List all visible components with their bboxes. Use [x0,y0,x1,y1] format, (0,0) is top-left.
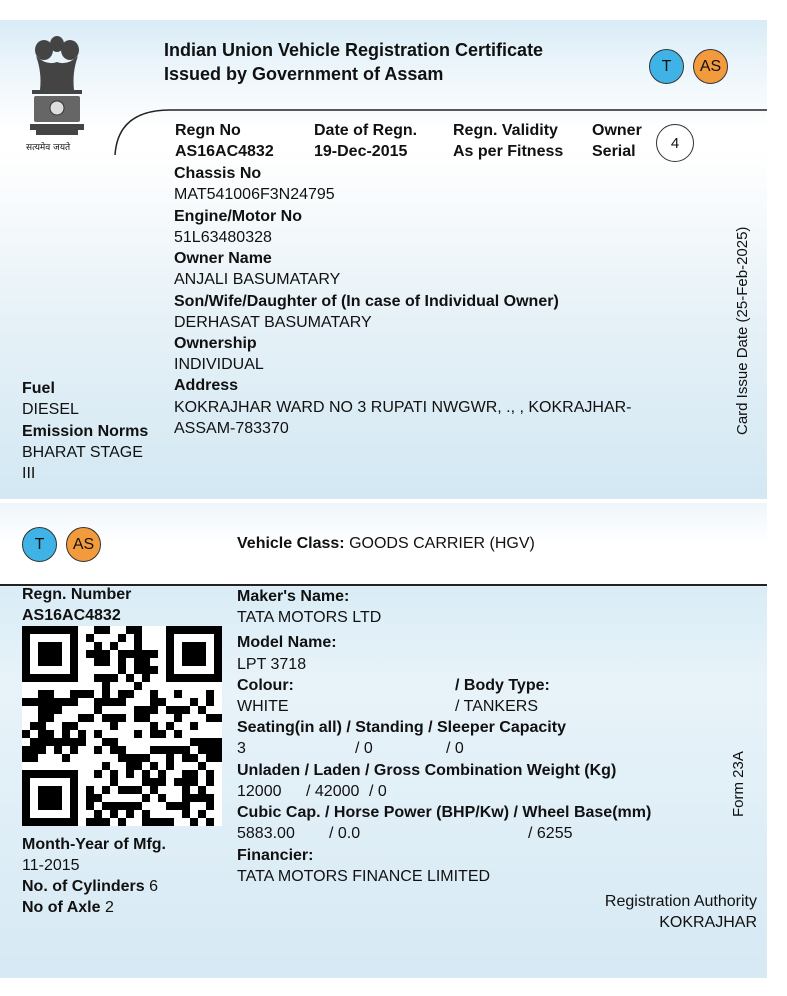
rc-card-back [0,503,767,978]
fuel-value: DIESEL [22,401,79,418]
regn-validity-label: Regn. Validity [453,122,558,139]
address-line-1: KOKRAJHAR WARD NO 3 RUPATI NWGWR, ., , KOKRAJHAR- [174,399,632,416]
seating-value: 3 [237,740,246,757]
financier-label: Financier: [237,847,314,864]
vehicle-class [237,534,535,554]
mfg-date-label: Month-Year of Mfg. [22,836,166,853]
cubic-cap-label: Cubic Cap. / Horse Power (BHP/Kw) / Wheel Base(mm) [237,804,652,821]
model-label: Model Name: [237,634,337,651]
owner-name-label: Owner Name [174,250,272,267]
cylinders-value: 6 [149,878,159,895]
emblem-motto: सत्यमेव जयते [26,143,71,153]
gross-value: / 0 [369,783,387,800]
axle-value: 2 [104,899,114,916]
rc-card-front [0,20,767,499]
body-type-label: / Body Type: [455,677,550,694]
regn-no-value: AS16AC4832 [175,143,274,160]
mfg-date-value: 11-2015 [22,857,80,874]
regn-validity-value: As per Fitness [453,143,564,160]
emission-norms-value-2: III [22,465,36,482]
sleeper-value: / 0 [446,740,464,757]
owner-name-value: ANJALI BASUMATARY [174,271,341,288]
standing-value: / 0 [355,740,373,757]
date-of-regn-value: 19-Dec-2015 [314,143,408,160]
date-of-regn-label: Date of Regn. [314,122,418,139]
seating-label: Seating(in all) / Standing / Sleeper Capacity [237,719,566,736]
maker-value: TATA MOTORS LTD [237,609,382,626]
horse-power-value: / 0.0 [329,825,361,842]
badge-state: AS [693,49,728,84]
badge-state: AS [66,527,101,562]
cubic-cap-value: 5883.00 [237,825,295,842]
fuel-label: Fuel [22,380,55,397]
weight-label: Unladen / Laden / Gross Combination Weight (Kg) [237,762,617,779]
vehicle-class-label: Vehicle Class: [237,535,345,552]
national-emblem [22,32,92,152]
relation-label: Son/Wife/Daughter of (In case of Individual Owner) [174,293,559,310]
qr-code [22,626,222,826]
certificate-title: Indian Union Vehicle Registration Certificate [164,40,544,60]
address-label: Address [174,377,239,394]
lion-capital-icon [22,32,92,140]
wheel-base-value: / 6255 [528,825,573,842]
regn-no-label: Regn No [175,122,241,139]
body-type-value: / TANKERS [455,698,538,715]
vehicle-class-value: GOODS CARRIER (HGV) [349,535,535,552]
address-line-2: ASSAM-783370 [174,420,289,437]
registration-authority-value: KOKRAJHAR [659,914,757,931]
form-number: Form 23A [730,751,747,817]
unladen-value: 12000 [237,783,282,800]
owner-serial-label: Owner [592,122,642,139]
maker-label: Maker's Name: [237,588,350,605]
laden-value: / 42000 [306,783,360,800]
card-issue-date: Card Issue Date (25-Feb-2025) [734,226,751,435]
axle-label: No of Axle [22,899,101,916]
colour-value: WHITE [237,698,289,715]
regn-number-value: AS16AC4832 [22,607,121,624]
relation-value: DERHASAT BASUMATARY [174,314,372,331]
registration-authority-label: Registration Authority [604,893,757,910]
axle-row [22,898,114,918]
cylinders-label: No. of Cylinders [22,878,145,895]
badge-transport: T [22,527,57,562]
badge-transport: T [649,49,684,84]
engine-value: 51L63480328 [174,229,272,246]
owner-serial-label-2: Serial [592,143,636,160]
cylinders-row [22,877,158,897]
engine-label: Engine/Motor No [174,208,302,225]
chassis-value: MAT541006F3N24795 [174,186,335,203]
model-value: LPT 3718 [237,656,307,673]
financier-value: TATA MOTORS FINANCE LIMITED [237,868,491,885]
colour-label: Colour: [237,677,294,694]
chassis-label: Chassis No [174,165,262,182]
ownership-label: Ownership [174,335,257,352]
emission-norms-label: Emission Norms [22,423,149,440]
certificate-subtitle: Issued by Government of Assam [164,64,444,84]
owner-serial-value: 4 [656,124,694,162]
emission-norms-value: BHARAT STAGE [22,444,143,461]
regn-number-label: Regn. Number [22,586,132,603]
ownership-value: INDIVIDUAL [174,356,264,373]
